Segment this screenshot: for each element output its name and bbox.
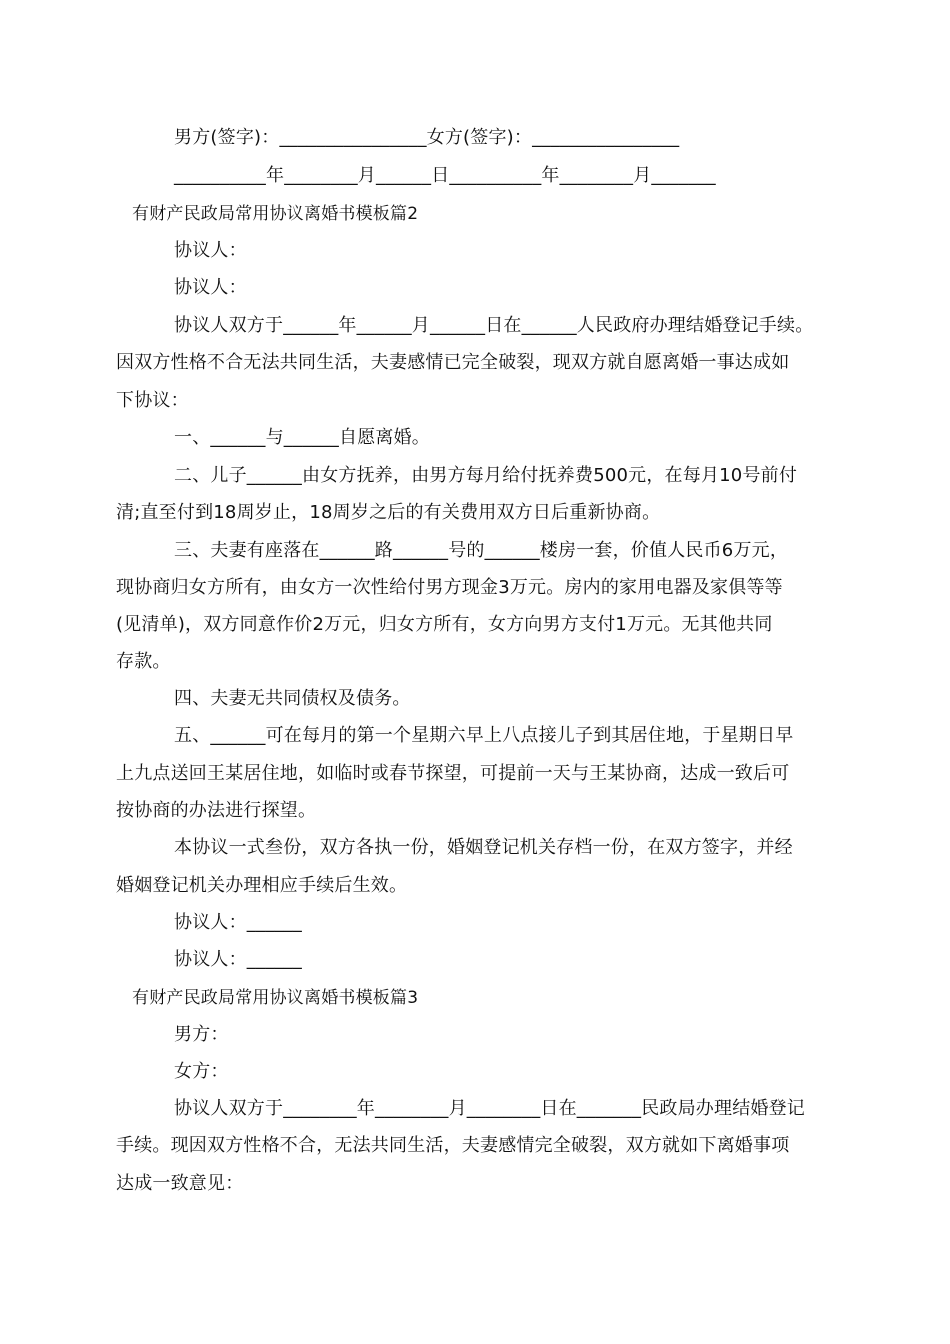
section-3-heading: 有财产民政局常用协议离婚书模板篇3 (132, 988, 419, 1008)
female-label: 女方： (174, 1061, 229, 1082)
clause-4: 四、夫妻无共同债权及债务。 (174, 688, 411, 709)
clause-5-line: 五、______可在每月的第一个星期六早上八点接儿子到其居住地，于星期日早 (174, 725, 794, 746)
clause-2-line: 二、儿子______由女方抚养，由男方每月给付抚养费500元，在每月10号前付 (174, 465, 798, 486)
intro-line: 下协议： (116, 390, 189, 411)
section-3-intro-line: 达成一致意见： (116, 1173, 244, 1194)
section-2-heading: 有财产民政局常用协议离婚书模板篇2 (132, 204, 419, 224)
intro-line: 协议人双方于______年______月______日在______人民政府办理结婚登记手续。 (174, 315, 814, 336)
clause-3-line: 三、夫妻有座落在______路______号的______楼房一套，价值人民币6万元， (174, 540, 789, 561)
clause-3-line: 存款。 (116, 651, 171, 672)
signature-line: 男方(签字)：________________女方(签字)：________________ (174, 127, 680, 148)
closing-line: 本协议一式叁份，双方各执一份，婚姻登记机关存档一份，在双方签字，并经 (174, 837, 793, 858)
signature-date-line: __________年________月______日__________年________月_______ (174, 165, 716, 186)
clause-1: 一、______与______自愿离婚。 (174, 427, 430, 448)
party-b-signature: 协议人：______ (174, 949, 302, 970)
closing-line: 婚姻登记机关办理相应手续后生效。 (116, 875, 408, 896)
male-label: 男方： (174, 1024, 229, 1045)
party-b-label: 协议人： (174, 277, 247, 298)
intro-line: 因双方性格不合无法共同生活，夫妻感情已完全破裂，现双方就自愿离婚一事达成如 (116, 352, 790, 373)
party-a-label: 协议人： (174, 240, 247, 261)
clause-5-line: 上九点送回王某居住地，如临时或春节探望，可提前一天与王某协商，达成一致后可 (116, 763, 790, 784)
clause-3-line: (见清单)，双方同意作价2万元，归女方所有，女方向男方支付1万元。无其他共同 (116, 614, 773, 635)
clause-2-line: 清;直至付到18周岁止，18周岁之后的有关费用双方日后重新协商。 (116, 502, 661, 523)
clause-5-line: 按协商的办法进行探望。 (116, 800, 317, 821)
clause-3-line: 现协商归女方所有，由女方一次性给付男方现金3万元。房内的家用电器及家俱等等 (116, 577, 783, 598)
section-3-intro-line: 手续。现因双方性格不合，无法共同生活，夫妻感情完全破裂，双方就如下离婚事项 (116, 1135, 790, 1156)
party-a-signature: 协议人：______ (174, 912, 302, 933)
section-3-intro-line: 协议人双方于________年________月________日在_______民政局办理结婚登记 (174, 1098, 805, 1119)
